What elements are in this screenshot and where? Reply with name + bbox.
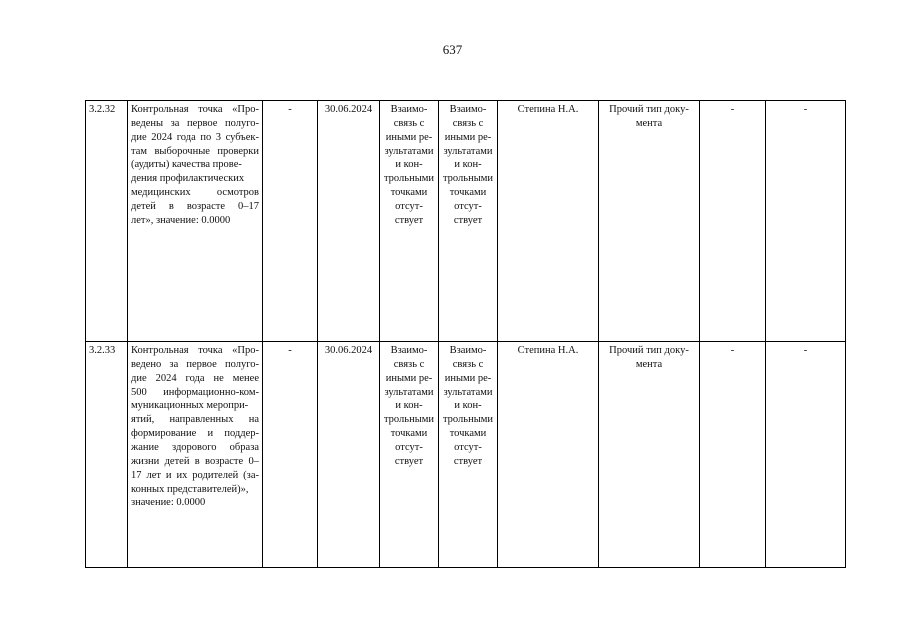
text-line: дие 2024 года не менее: [131, 372, 259, 384]
text-line: трольными: [442, 414, 494, 426]
text-line: ствует: [394, 455, 424, 467]
text-line: связь с: [393, 117, 425, 129]
text-line: трольными: [442, 173, 494, 185]
relation-cell: [380, 101, 439, 342]
text-line: Контрольная точка «Про-: [131, 345, 259, 356]
responsible-person: Степина Н.А.: [498, 342, 599, 568]
due-date: 30.06.2024: [318, 342, 380, 568]
text-line: точками: [390, 187, 428, 199]
text-line: связь с: [452, 358, 484, 370]
page-number: 637: [442, 42, 463, 57]
text-line: и кон-: [395, 400, 423, 412]
text-line: связь с: [393, 358, 425, 370]
item-number: 3.2.33: [86, 342, 128, 568]
item-number: 3.2.32: [86, 101, 128, 342]
text-line: трольными: [383, 414, 435, 426]
text-line: формирование и поддер-: [131, 428, 259, 440]
text-line: зультатами: [384, 145, 434, 157]
relation-cell: [380, 342, 439, 568]
text-line: зультатами: [384, 386, 434, 398]
empty-marker: -: [766, 342, 846, 568]
empty-marker: -: [766, 101, 846, 342]
empty-marker: -: [700, 342, 766, 568]
text-line: трольными: [383, 173, 435, 185]
table-row: [86, 101, 846, 342]
text-line: медицинских осмотров: [131, 187, 259, 199]
item-description: [128, 342, 263, 568]
text-line: и кон-: [454, 400, 482, 412]
document-type: [599, 342, 700, 568]
table-row: [86, 342, 846, 568]
text-line: ствует: [394, 214, 424, 226]
text-line: жание здорового образа: [131, 442, 259, 454]
plan-table: [85, 100, 846, 568]
text-line: жизни детей в возрасте 0–: [131, 455, 259, 467]
text-line: ствует: [453, 214, 483, 226]
text-line: отсут-: [454, 201, 482, 213]
text-line: иными ре-: [444, 372, 492, 384]
text-line: ведено за первое полуго-: [131, 358, 259, 370]
text-line: (аудиты) качества прове-: [131, 159, 242, 171]
text-line: 500 информационно-ком-: [131, 386, 259, 398]
text-line: детей в возрасте 0–17: [131, 201, 259, 213]
text-line: муникационных меропри-: [131, 400, 249, 412]
text-line: конных представителей)»,: [131, 483, 249, 495]
text-line: связь с: [452, 117, 484, 129]
text-line: мента: [635, 117, 663, 129]
text-line: и кон-: [395, 159, 423, 171]
document-type: [599, 101, 700, 342]
text-line: точками: [449, 428, 487, 440]
text-line: значение: 0.0000: [131, 497, 206, 509]
text-line: иными ре-: [385, 372, 433, 384]
text-line: точками: [449, 187, 487, 199]
text-line: дие 2024 года по 3 субъек-: [131, 131, 259, 143]
text-line: Взаимо-: [449, 345, 487, 356]
text-line: отсут-: [454, 442, 482, 454]
text-line: отсут-: [395, 201, 423, 213]
text-line: ведены за первое полуго-: [131, 117, 259, 129]
text-line: дения профилактических: [131, 173, 245, 185]
text-line: зультатами: [443, 386, 493, 398]
text-line: ствует: [453, 455, 483, 467]
text-line: 17 лет и их родителей (за-: [131, 469, 259, 481]
text-line: Контрольная точка «Про-: [131, 104, 259, 115]
due-date: 30.06.2024: [318, 101, 380, 342]
text-line: зультатами: [443, 145, 493, 157]
text-line: иными ре-: [444, 131, 492, 143]
text-line: Взаимо-: [449, 104, 487, 115]
text-line: мента: [635, 358, 663, 370]
item-description: [128, 101, 263, 342]
responsible-person: Степина Н.А.: [498, 101, 599, 342]
text-line: Взаимо-: [390, 104, 428, 115]
empty-marker: -: [263, 101, 318, 342]
text-line: и кон-: [454, 159, 482, 171]
text-line: ятий, направленных на: [131, 414, 259, 426]
relation-cell: [439, 101, 498, 342]
relation-cell: [439, 342, 498, 568]
empty-marker: -: [700, 101, 766, 342]
text-line: Взаимо-: [390, 345, 428, 356]
text-line: отсут-: [395, 442, 423, 454]
text-line: Прочий тип доку-: [609, 345, 689, 356]
text-line: лет», значение: 0.0000: [131, 214, 231, 226]
text-line: точками: [390, 428, 428, 440]
text-line: иными ре-: [385, 131, 433, 143]
text-line: там выборочные проверки: [131, 145, 259, 157]
empty-marker: -: [263, 342, 318, 568]
text-line: Прочий тип доку-: [609, 104, 689, 115]
